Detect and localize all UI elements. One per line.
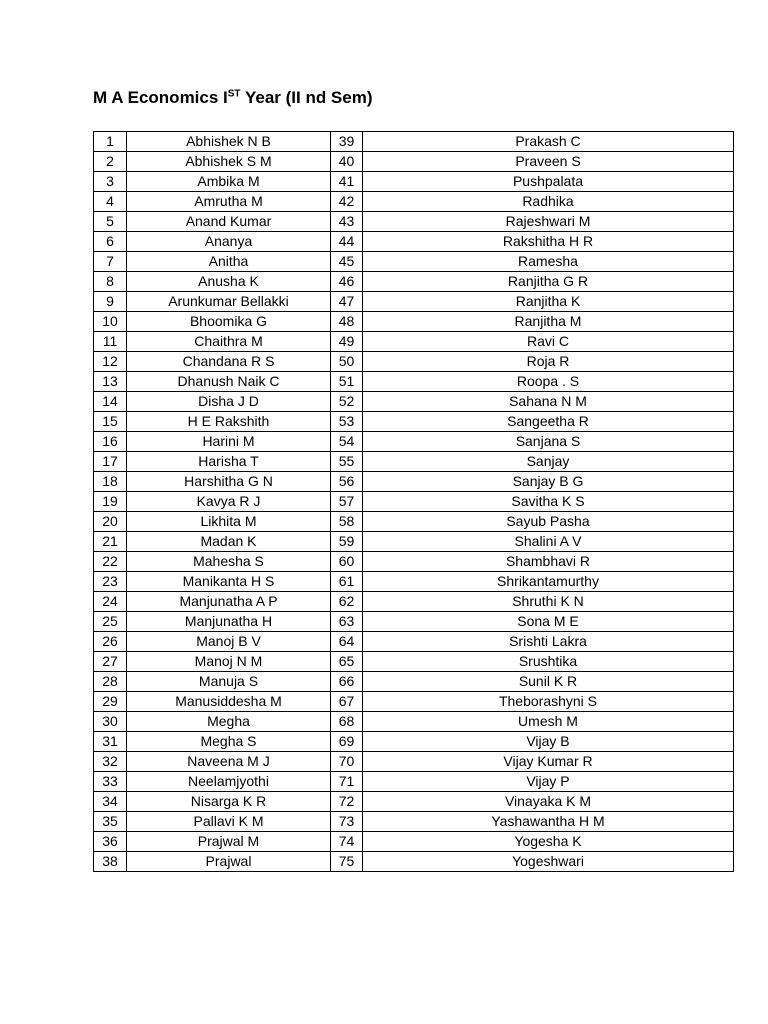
roll-number-right: 70 [331,752,363,772]
table-row [94,672,734,692]
roll-number-right: 68 [331,712,363,732]
student-name-left: Likhita M [127,512,331,532]
student-name-left: Dhanush Naik C [127,372,331,392]
student-name-right: Prakash C [363,132,734,152]
student-name-right: Radhika [363,192,734,212]
student-name-left: Anand Kumar [127,212,331,232]
roll-number-right: 42 [331,192,363,212]
student-name-left: Chaithra M [127,332,331,352]
student-name-right: Sahana N M [363,392,734,412]
table-row [94,692,734,712]
roll-number-left: 6 [94,232,127,252]
table-row [94,612,734,632]
student-name-left: Harini M [127,432,331,452]
roll-number-right: 56 [331,472,363,492]
student-name-right: Yashawantha H M [363,812,734,832]
roll-number-left: 29 [94,692,127,712]
student-name-right: Yogeshwari [363,852,734,872]
student-name-left: Anusha K [127,272,331,292]
roll-number-left: 26 [94,632,127,652]
student-name-left: Bhoomika G [127,312,331,332]
roll-number-left: 13 [94,372,127,392]
student-name-left: Manoj N M [127,652,331,672]
table-row [94,792,734,812]
student-name-right: Sanjana S [363,432,734,452]
roll-number-right: 59 [331,532,363,552]
student-name-right: Umesh M [363,712,734,732]
roll-number-left: 10 [94,312,127,332]
table-row [94,292,734,312]
student-name-left: Nisarga K R [127,792,331,812]
student-name-right: Ranjitha M [363,312,734,332]
roll-number-right: 66 [331,672,363,692]
student-name-left: Kavya R J [127,492,331,512]
roll-number-left: 4 [94,192,127,212]
table-row [94,472,734,492]
roll-number-right: 61 [331,572,363,592]
roll-number-right: 67 [331,692,363,712]
student-name-right: Theborashyni S [363,692,734,712]
page-title [93,88,373,108]
roll-number-right: 52 [331,392,363,412]
roll-number-right: 55 [331,452,363,472]
roll-number-left: 24 [94,592,127,612]
table-row [94,372,734,392]
roll-number-left: 19 [94,492,127,512]
roll-number-right: 72 [331,792,363,812]
title-suffix: Year (II nd Sem) [240,88,373,107]
student-name-right: Sanjay B G [363,472,734,492]
student-name-right: Vijay P [363,772,734,792]
student-name-left: Arunkumar Bellakki [127,292,331,312]
roll-number-right: 48 [331,312,363,332]
roll-number-right: 53 [331,412,363,432]
student-name-right: Ranjitha K [363,292,734,312]
table-row [94,172,734,192]
student-name-left: Naveena M J [127,752,331,772]
roll-number-right: 60 [331,552,363,572]
student-name-right: Ranjitha G R [363,272,734,292]
student-name-right: Srishti Lakra [363,632,734,652]
student-name-left: Mahesha S [127,552,331,572]
student-name-right: Praveen S [363,152,734,172]
student-name-right: Sangeetha R [363,412,734,432]
roster-body [94,132,734,872]
student-name-right: Ravi C [363,332,734,352]
student-name-left: Chandana R S [127,352,331,372]
student-name-left: Manoj B V [127,632,331,652]
table-row [94,392,734,412]
student-name-right: Savitha K S [363,492,734,512]
table-row [94,652,734,672]
table-row [94,132,734,152]
student-name-left: Disha J D [127,392,331,412]
student-name-left: Prajwal M [127,832,331,852]
student-name-right: Srushtika [363,652,734,672]
table-row [94,532,734,552]
roll-number-left: 16 [94,432,127,452]
roll-number-right: 41 [331,172,363,192]
student-name-left: Manjunatha H [127,612,331,632]
roll-number-left: 30 [94,712,127,732]
roll-number-right: 40 [331,152,363,172]
roll-number-right: 73 [331,812,363,832]
student-name-left: Anitha [127,252,331,272]
table-row [94,752,734,772]
roll-number-right: 45 [331,252,363,272]
student-name-left: Harisha T [127,452,331,472]
table-row [94,352,734,372]
roll-number-left: 3 [94,172,127,192]
roll-number-right: 49 [331,332,363,352]
student-name-right: Ramesha [363,252,734,272]
table-row [94,552,734,572]
student-name-left: Abhishek S M [127,152,331,172]
roll-number-left: 2 [94,152,127,172]
roll-number-left: 34 [94,792,127,812]
roll-number-left: 32 [94,752,127,772]
student-name-left: Manikanta H S [127,572,331,592]
student-name-right: Pushpalata [363,172,734,192]
table-row [94,412,734,432]
roll-number-right: 50 [331,352,363,372]
student-name-left: Ananya [127,232,331,252]
student-name-right: Vijay Kumar R [363,752,734,772]
student-name-left: Manuja S [127,672,331,692]
roll-number-left: 33 [94,772,127,792]
table-row [94,192,734,212]
student-name-right: Vinayaka K M [363,792,734,812]
roll-number-right: 43 [331,212,363,232]
roll-number-left: 7 [94,252,127,272]
roll-number-right: 75 [331,852,363,872]
roll-number-left: 35 [94,812,127,832]
table-row [94,452,734,472]
roll-number-left: 31 [94,732,127,752]
title-superscript: ST [227,88,241,100]
roll-number-left: 27 [94,652,127,672]
table-row [94,152,734,172]
roll-number-left: 11 [94,332,127,352]
table-row [94,332,734,352]
roll-number-left: 38 [94,852,127,872]
student-name-right: Yogesha K [363,832,734,852]
table-row [94,512,734,532]
title-main: M A Economics I [93,88,228,107]
table-row [94,272,734,292]
student-name-left: Ambika M [127,172,331,192]
student-name-right: Sunil K R [363,672,734,692]
roll-number-left: 1 [94,132,127,152]
roll-number-left: 9 [94,292,127,312]
student-name-left: H E Rakshith [127,412,331,432]
roll-number-left: 21 [94,532,127,552]
table-row [94,252,734,272]
student-name-left: Manjunatha A P [127,592,331,612]
table-row [94,312,734,332]
table-row [94,852,734,872]
student-name-right: Shambhavi R [363,552,734,572]
table-row [94,712,734,732]
table-row [94,832,734,852]
table-row [94,812,734,832]
roll-number-left: 23 [94,572,127,592]
student-name-right: Roja R [363,352,734,372]
student-name-left: Megha [127,712,331,732]
student-name-left: Pallavi K M [127,812,331,832]
roll-number-right: 51 [331,372,363,392]
student-name-right: Rakshitha H R [363,232,734,252]
roll-number-left: 18 [94,472,127,492]
roll-number-left: 22 [94,552,127,572]
roll-number-left: 20 [94,512,127,532]
table-row [94,632,734,652]
roll-number-right: 57 [331,492,363,512]
roll-number-right: 63 [331,612,363,632]
table-row [94,212,734,232]
student-name-right: Shalini A V [363,532,734,552]
student-roster-table [93,131,734,872]
table-row [94,572,734,592]
roll-number-left: 12 [94,352,127,372]
roll-number-left: 15 [94,412,127,432]
student-name-left: Madan K [127,532,331,552]
roll-number-left: 36 [94,832,127,852]
student-name-left: Megha S [127,732,331,752]
roll-number-right: 69 [331,732,363,752]
roll-number-right: 64 [331,632,363,652]
roll-number-left: 17 [94,452,127,472]
roll-number-right: 62 [331,592,363,612]
student-name-right: Sona M E [363,612,734,632]
table-row [94,432,734,452]
roll-number-right: 47 [331,292,363,312]
student-name-left: Prajwal [127,852,331,872]
table-row [94,232,734,252]
student-name-right: Sayub Pasha [363,512,734,532]
roll-number-right: 65 [331,652,363,672]
roll-number-right: 54 [331,432,363,452]
student-name-left: Neelamjyothi [127,772,331,792]
student-name-left: Manusiddesha M [127,692,331,712]
student-name-right: Roopa . S [363,372,734,392]
roll-number-left: 25 [94,612,127,632]
roll-number-right: 39 [331,132,363,152]
student-name-right: Vijay B [363,732,734,752]
table-row [94,732,734,752]
table-row [94,492,734,512]
student-name-right: Shrikantamurthy [363,572,734,592]
roll-number-left: 8 [94,272,127,292]
roll-number-right: 71 [331,772,363,792]
table-row [94,592,734,612]
student-name-left: Harshitha G N [127,472,331,492]
roll-number-left: 5 [94,212,127,232]
student-name-left: Amrutha M [127,192,331,212]
roll-number-left: 14 [94,392,127,412]
roll-number-right: 44 [331,232,363,252]
roll-number-right: 74 [331,832,363,852]
roll-number-right: 46 [331,272,363,292]
table-row [94,772,734,792]
roll-number-right: 58 [331,512,363,532]
student-name-right: Sanjay [363,452,734,472]
student-name-right: Rajeshwari M [363,212,734,232]
roll-number-left: 28 [94,672,127,692]
student-name-left: Abhishek N B [127,132,331,152]
student-name-right: Shruthi K N [363,592,734,612]
